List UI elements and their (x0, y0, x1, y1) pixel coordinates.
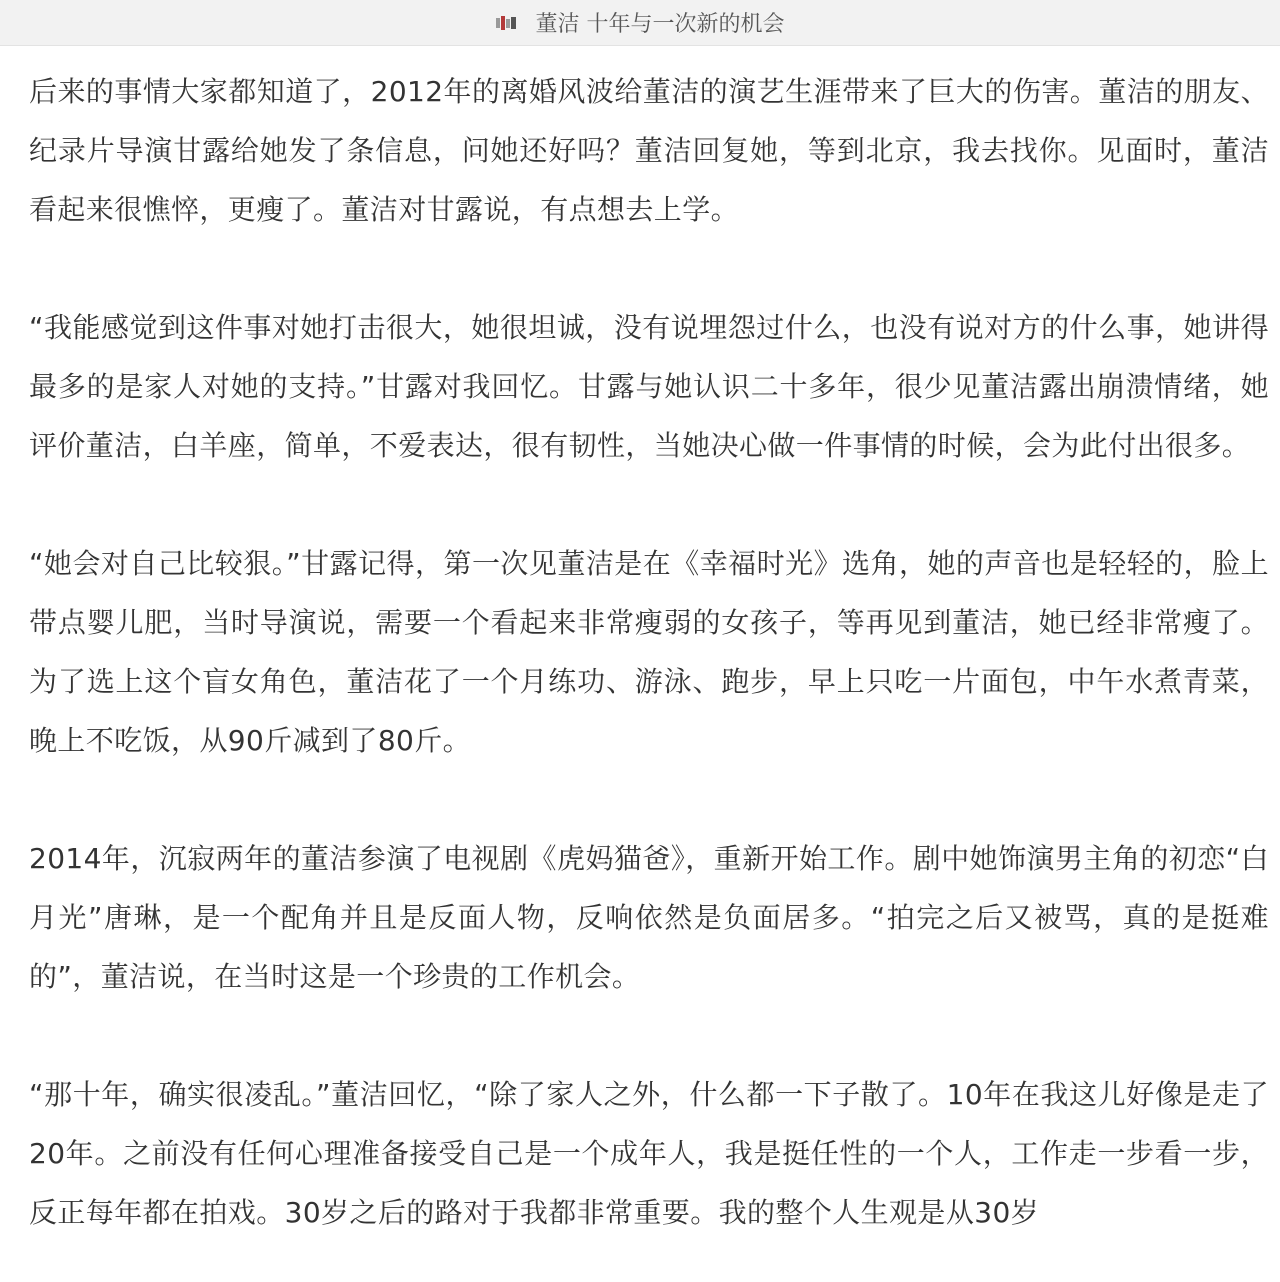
article-paragraph: 后来的事情大家都知道了，2012年的离婚风波给董洁的演艺生涯带来了巨大的伤害。董洁的朋友、纪录片导演甘露给她发了条信息，问她还好吗？董洁回复她，等到北京，我去找你。见面时，董洁看起来很憔悴，更瘦了。董洁对甘露说，有点想去上学。 (29, 75, 1269, 226)
article-paragraph: “那十年，确实很凌乱。”董洁回忆，“除了家人之外，什么都一下子散了。10年在我这儿好像是走了20年。之前没有任何心理准备接受自己是一个成年人，我是挺任性的一个人，工作走一步看一步，反正每年都在拍戏。30岁之后的路对于我都非常重要。我的整个人生观是从30岁 (29, 1078, 1269, 1229)
article-paragraph: “她会对自己比较狠。”甘露记得，第一次见董洁是在《幸福时光》选角，她的声音也是轻轻的，脸上带点婴儿肥，当时导演说，需要一个看起来非常瘦弱的女孩子，等再见到董洁，她已经非常瘦了。为了选上这个盲女角色，董洁花了一个月练功、游泳、跑步，早上只吃一片面包，中午水煮青菜，晚上不吃饭，从90斤减到了80斤。 (29, 547, 1269, 757)
article-paragraph: “我能感觉到这件事对她打击很大，她很坦诚，没有说埋怨过什么，也没有说对方的什么事，她讲得最多的是家人对她的支持。”甘露对我回忆。甘露与她认识二十多年，很少见董洁露出崩溃情绪，她评价董洁，白羊座，简单，不爱表达，很有韧性，当她决心做一件事情的时候，会为此付出很多。 (29, 311, 1269, 462)
site-logo-icon (496, 14, 518, 32)
article-title: 董洁 十年与一次新的机会 (535, 12, 785, 37)
article-paragraph: 2014年，沉寂两年的董洁参演了电视剧《虎妈猫爸》，重新开始工作。剧中她饰演男主角的初恋“白月光”唐琳，是一个配角并且是反面人物，反响依然是负面居多。“拍完之后又被骂，真的是挺难的”，董洁说，在当时这是一个珍贵的工作机会。 (29, 842, 1269, 993)
article-body (29, 62, 1269, 1282)
article-header-bar (0, 0, 1280, 46)
